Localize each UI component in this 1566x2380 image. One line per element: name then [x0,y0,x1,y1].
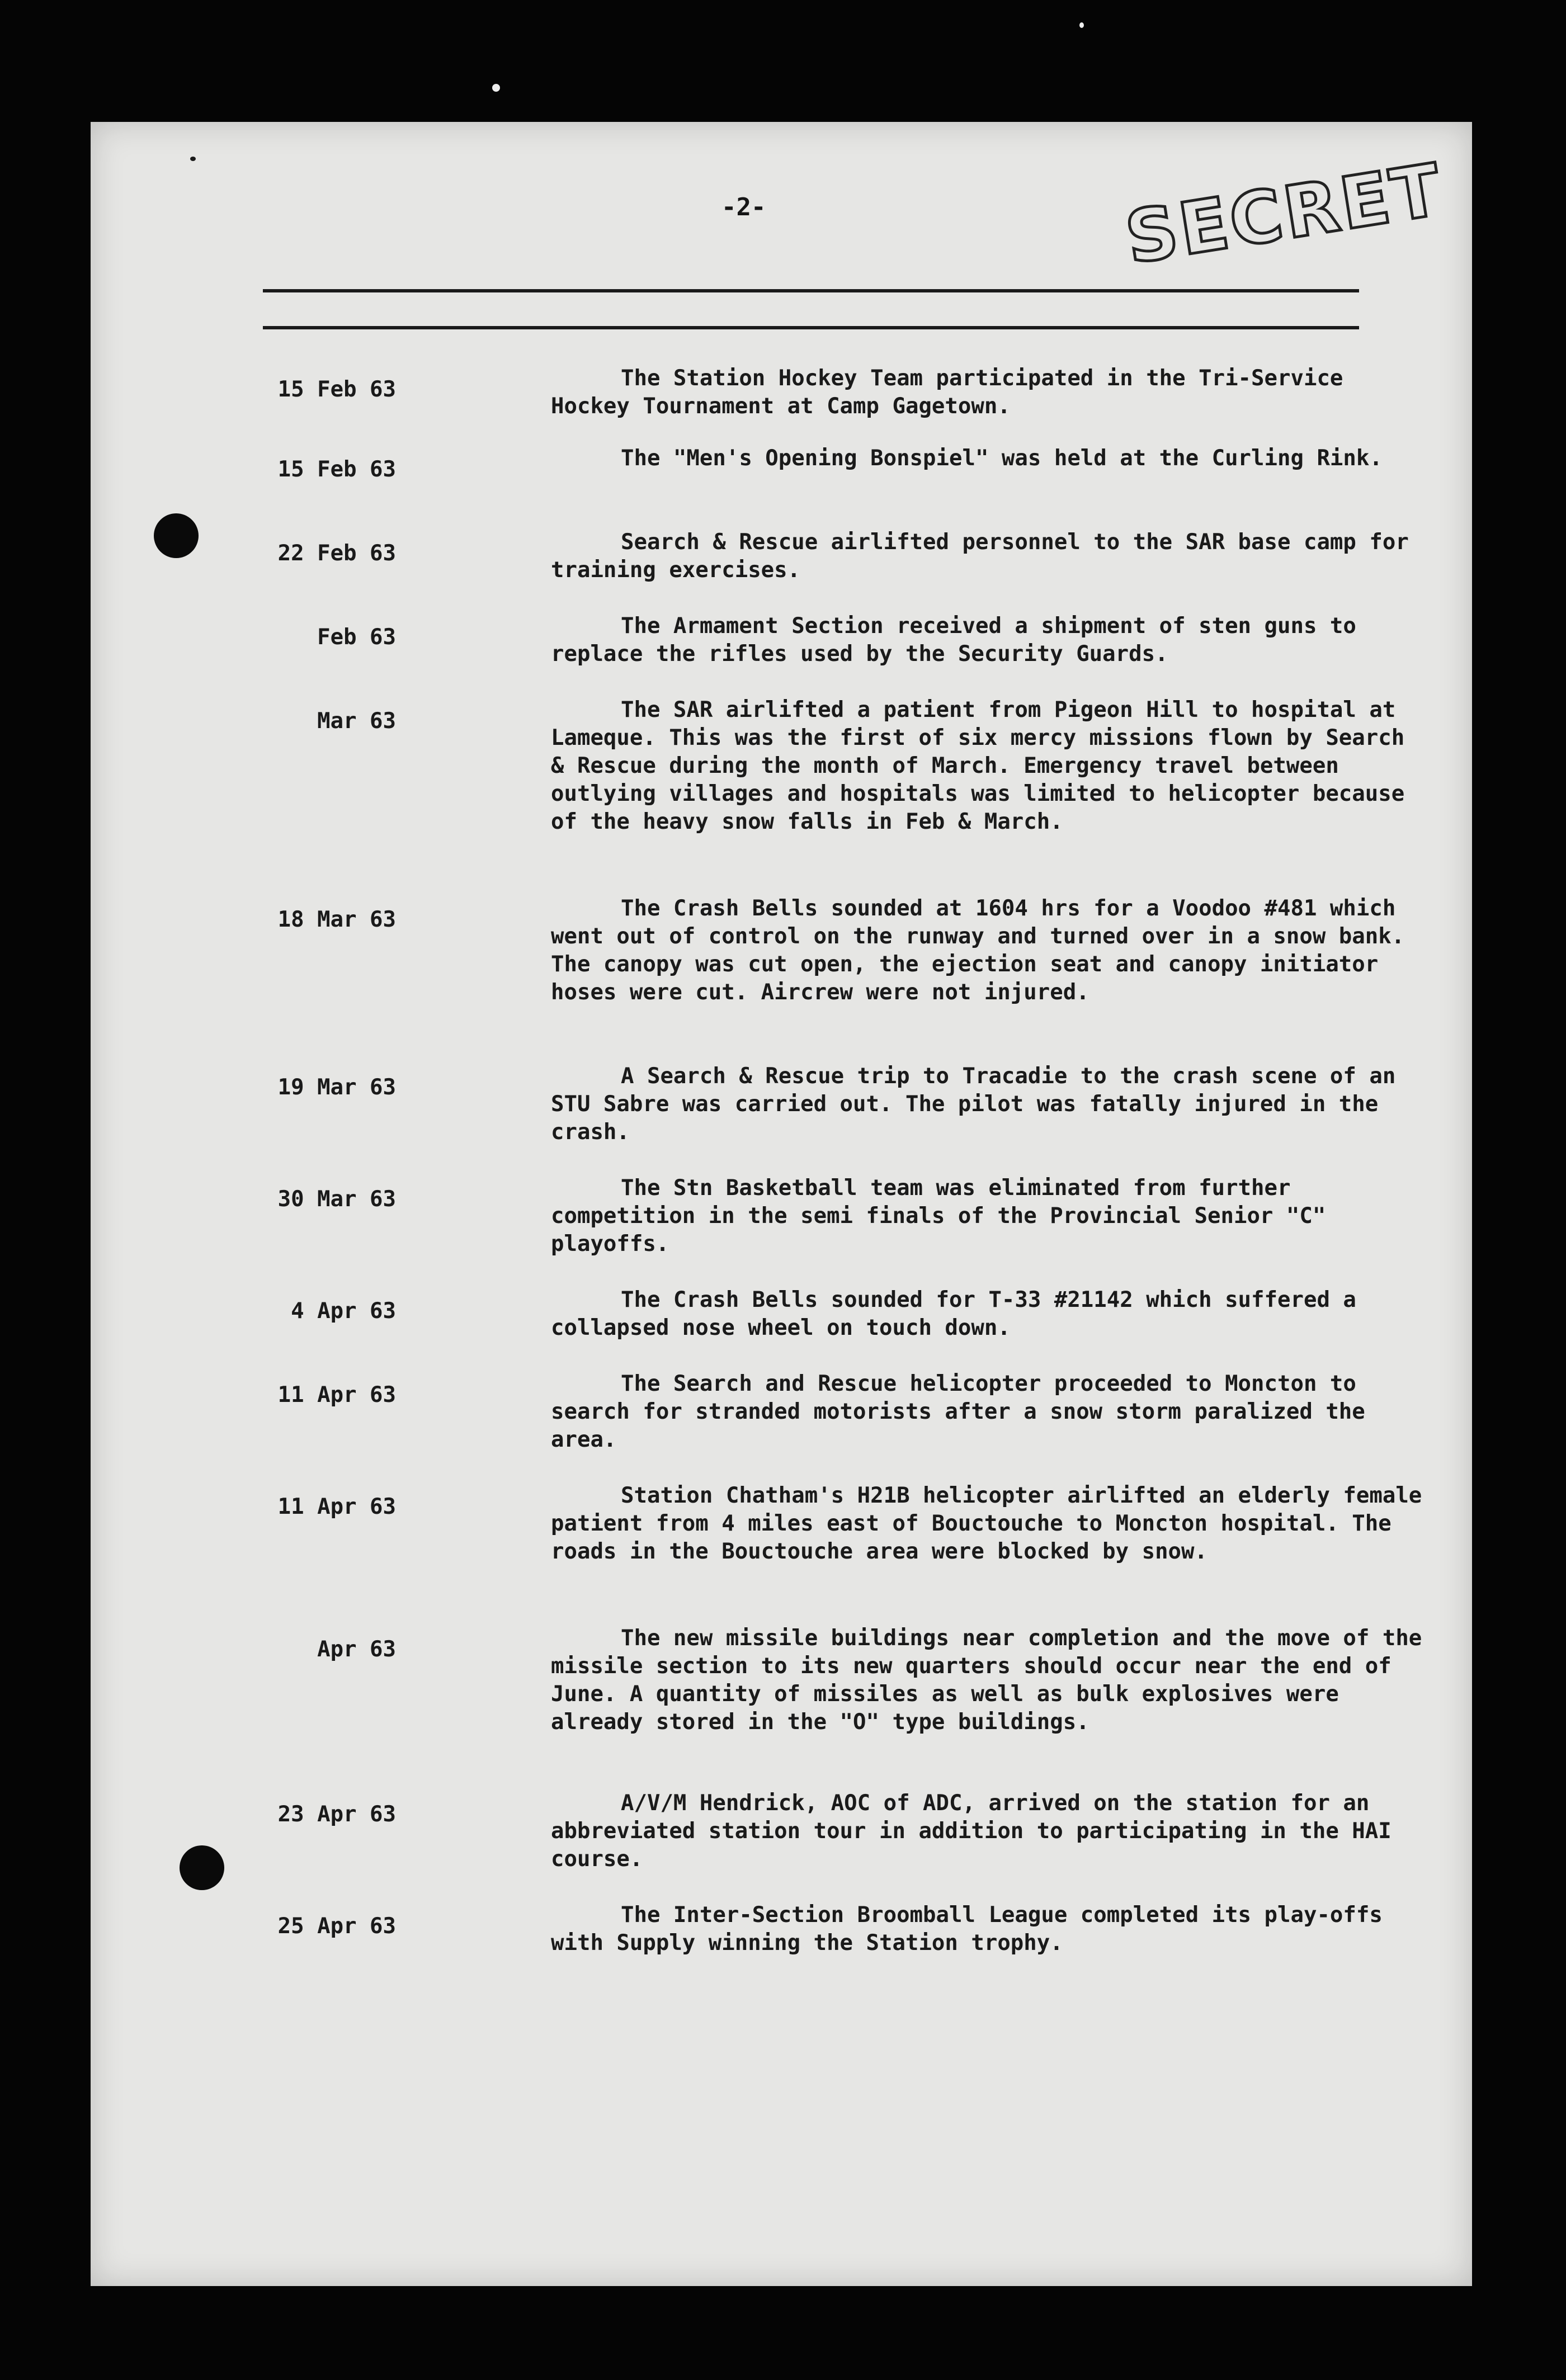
entry-date: 4 Apr 63 [291,1298,396,1324]
entry-date: Apr 63 [317,1637,396,1662]
entry-date: 18 Mar 63 [277,907,396,932]
entry-date: 30 Mar 63 [277,1187,396,1212]
secret-stamp [1113,148,1449,281]
entry-date: Mar 63 [317,709,396,734]
entry-date: Feb 63 [317,625,396,650]
entry-text: The new missile buildings near completion and the move of the missile section to its new quarters should occur near the end of June. A quantity of missiles as well as bulk explosives were already stored in the "O" type buildings. [551,1626,1422,1735]
header-rule-bottom [263,326,1359,329]
entry-date: 23 Apr 63 [277,1802,396,1827]
entry-date: 19 Mar 63 [277,1075,396,1100]
entry-text: The Search and Rescue helicopter proceeded to Moncton to search for stranded motorists after a snow storm paralized the area. [551,1371,1365,1452]
entry-text: The Crash Bells sounded at 1604 hrs for a Voodoo #481 which went out of control on the runway and turned over in a snow bank. The canopy was cut open, the ejection seat and canopy initiator hoses were cut. Aircrew were not injured. [551,896,1405,1005]
entry-date: 15 Feb 63 [277,377,396,402]
punch-hole [180,1845,224,1890]
entry-text: Station Chatham's H21B helicopter airlifted an elderly female patient from 4 miles east of Bouctouche to Moncton hospital. The roads in the Bouctouche area were blocked by snow. [551,1483,1422,1564]
entry-text: A/V/M Hendrick, AOC of ADC, arrived on the station for an abbreviated station tour in addition to participating in the HAI course. [551,1791,1392,1872]
entry-date: 25 Apr 63 [277,1914,396,1939]
entry-text: The Crash Bells sounded for T-33 #21142 which suffered a collapsed nose wheel on touch down. [551,1287,1356,1340]
page-number: -2- [721,193,766,221]
entry-text: The SAR airlifted a patient from Pigeon Hill to hospital at Lameque. This was the first of six mercy missions flown by Search & Rescue during the month of March. Emergency travel between outlying villages and hospitals was limited to helicopter because of the heavy snow falls in Feb & March. [551,697,1405,834]
entry-text: A Search & Rescue trip to Tracadie to the crash scene of an STU Sabre was carried out. The pilot was fatally injured in the crash. [551,1064,1396,1145]
entry-date: 11 Apr 63 [277,1494,396,1519]
svg-text:SECRET: SECRET [1120,148,1449,281]
punch-hole [154,513,199,558]
entry-text: The Inter-Section Broomball League completed its play-offs with Supply winning the Station trophy. [551,1902,1383,1956]
entry-date: 11 Apr 63 [277,1382,396,1408]
film-speck [190,157,196,161]
film-speck [1079,22,1084,28]
entry-text: The Station Hockey Team participated in the Tri-Service Hockey Tournament at Camp Gagetown. [551,366,1343,419]
film-speck [492,84,500,92]
entry-text: Search & Rescue airlifted personnel to the SAR base camp for training exercises. [551,530,1409,583]
entry-date: 15 Feb 63 [277,457,396,482]
entry-text: The "Men's Opening Bonspiel" was held at the Curling Rink. [621,446,1383,471]
header-rule-top [263,289,1359,292]
entry-text: The Stn Basketball team was eliminated from further competition in the semi finals of the Provincial Senior "C" playoffs. [551,1175,1326,1257]
entry-text: The Armament Section received a shipment of sten guns to replace the rifles used by the Security Guards. [551,613,1356,667]
entry-date: 22 Feb 63 [277,541,396,566]
